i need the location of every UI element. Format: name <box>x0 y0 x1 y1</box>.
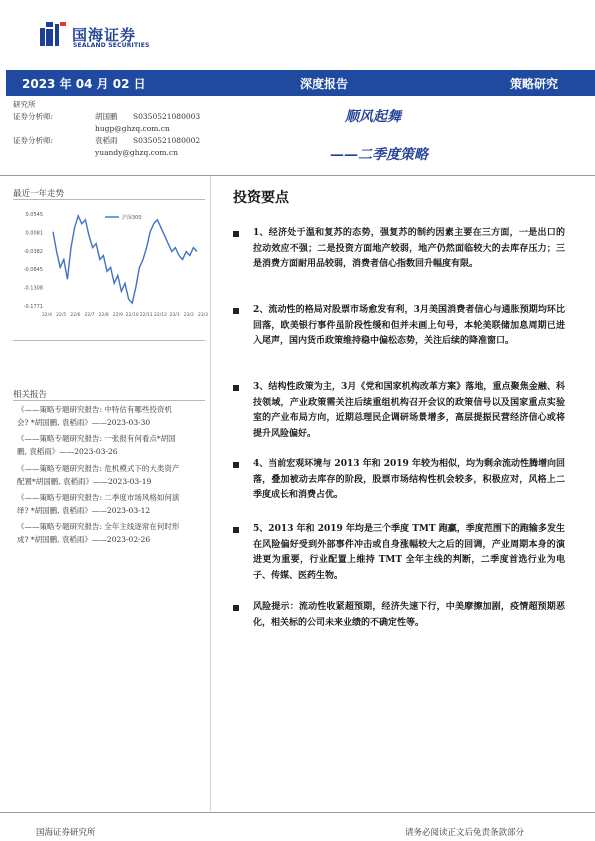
footer-divider <box>0 812 595 813</box>
y-tick-label: -0.1308 <box>23 285 43 292</box>
key-points-title: 投资要点 <box>233 190 289 206</box>
legend-label: 沪深300 <box>122 215 142 221</box>
related-report-line[interactable]: 绎? *胡国鹏, 袁稻雨》——2023-03-12 <box>17 506 151 515</box>
institute-label: 研究所 <box>13 100 36 109</box>
series-line <box>53 216 197 303</box>
key-point-paragraph: 2、流动性的格局对股票市场愈发有利，3月美国消费者信心与通胀预期均环比回落，欧美银行事件虽阶段性缓和但并未画上句号，本轮美联储加息周期已进入尾声，国内货币政策维持稳中偏松态势，关注后续的降准窗口。 <box>253 305 565 346</box>
key-point-paragraph: 5、2013 年和 2019 年均是三个季度 TMT 跑赢，季度范围下的跑输多发生在风险偏好受到外部事件冲击或自身涨幅较大之后的回调，产业周期本身的演进更为重要，行业配置上维持 TMT 全年主线的判断，二季度首选行业为电子、传媒、医药生物。 <box>253 524 565 581</box>
x-tick-label: 22/12 <box>153 313 167 318</box>
trend-line-chart <box>13 202 208 327</box>
analyst1-label: 证券分析师: <box>13 112 54 121</box>
x-tick-label: 23/1 <box>169 313 180 318</box>
x-tick-label: 22/9 <box>112 313 123 318</box>
analyst1-email[interactable]: hugp@ghzq.com.cn <box>95 124 170 133</box>
trend-bottom-rule <box>13 340 205 341</box>
y-tick-label: 0.0081 <box>25 230 43 237</box>
brand-name-en: SEALAND SECURITIES <box>73 42 150 49</box>
x-tick-label: 22/10 <box>125 313 139 318</box>
related-report-line[interactable]: 《——策略专题研究报告: 一张报有何看点*胡国 <box>17 434 176 443</box>
sealand-logo-icon <box>40 22 66 46</box>
analyst2-name: 袁稻雨 <box>95 136 118 145</box>
x-tick-label: 23/3 <box>197 313 208 318</box>
x-tick-label: 23/2 <box>183 313 194 318</box>
analyst1-id: S0350521080003 <box>133 112 201 121</box>
report-subtitle: ——二季度策略 <box>330 147 428 163</box>
header-bar-cap <box>0 70 6 96</box>
related-report-line[interactable]: 会? *胡国鹏, 袁稻雨》——2023-03-30 <box>17 418 151 427</box>
related-heading-rule <box>13 400 205 401</box>
analyst2-id: S0350521080002 <box>133 136 201 145</box>
y-tick-label: -0.1771 <box>23 304 43 310</box>
analyst1-name: 胡国鹏 <box>95 112 118 121</box>
bullet-icon <box>233 527 239 533</box>
analyst2-email[interactable]: yuandy@ghzq.com.cn <box>95 148 178 157</box>
report-date: 2023 年 04 月 02 日 <box>22 77 146 91</box>
bullet-icon <box>233 231 239 237</box>
key-point-paragraph: 4、当前宏观环境与 2013 年和 2019 年较为相似，均为剩余流动性腾增向回落，叠加被动去库存的阶段，股票市场结构性机会较多，积极应对，风格上二季度成长和消费占优。 <box>253 459 565 500</box>
related-report-line[interactable]: 《——策略专题研究报告: 二季度市场风格如何演 <box>17 493 180 502</box>
bullet-icon <box>233 462 239 468</box>
related-report-line[interactable]: 鹏, 袁稻雨》——2023-03-26 <box>17 447 118 456</box>
header-divider <box>0 175 595 176</box>
related-report-line[interactable]: 配置*胡国鹏, 袁稻雨》——2023-03-19 <box>17 477 152 486</box>
y-tick-label: -0.0845 <box>23 267 43 274</box>
footer-disclaimer[interactable]: 请务必阅读正文后免责条款部分 <box>405 828 525 838</box>
bullet-icon <box>233 605 239 611</box>
report-type: 深度报告 <box>300 77 349 91</box>
y-tick-label: -0.0382 <box>23 248 43 255</box>
key-point-paragraph: 1、经济处于温和复苏的态势，强复苏的制约因素主要在三方面，一是出口的拉动效应不强；二是投资方面地产较弱，地产仍然面临较大的去库存压力；三是消费方面耐用品较弱，消费者信心指数回升幅度有限。 <box>253 228 565 269</box>
related-report-line[interactable]: 《——策略专题研究报告: 中特估有哪些投资机 <box>17 405 172 414</box>
related-report-line[interactable]: 成? *胡国鹏, 袁稻雨》——2023-02-26 <box>17 535 151 544</box>
brand-name-cn: 国海证券 <box>72 26 137 44</box>
x-tick-label: 22/7 <box>84 313 95 318</box>
trend-heading: 最近一年走势 <box>13 189 65 199</box>
report-title: 顺风起舞 <box>345 109 401 125</box>
x-tick-label: 22/11 <box>139 313 153 318</box>
footer-institute: 国海证券研究所 <box>36 828 96 838</box>
key-point-paragraph: 风险提示：流动性收紧超预期，经济失速下行，中美摩擦加剧，疫情超预期恶化，相关标的公司未来业绩的不确定性等。 <box>253 602 565 628</box>
related-report-line[interactable]: 《——策略专题研究报告: 危机模式下的大类资产 <box>17 464 180 473</box>
x-tick-label: 22/5 <box>56 313 67 318</box>
x-tick-label: 22/4 <box>41 313 53 318</box>
x-tick-label: 22/8 <box>98 313 109 318</box>
y-tick-label: 0.0545 <box>25 212 43 218</box>
analyst2-label: 证券分析师: <box>13 136 54 145</box>
bullet-icon <box>233 385 239 391</box>
bullet-icon <box>233 308 239 314</box>
key-point-paragraph: 3、结构性政策为主，3月《党和国家机构改革方案》落地，重点聚焦金融、科技领域，产业政策需关注后续重组机构召开会议的政策信号以及国家重点实验室的产业布局方向，近期总理民企调研场景增多，高层提振民营经济信心或将提升风险偏好。 <box>253 382 565 439</box>
related-report-line[interactable]: 《——策略专题研究报告: 全年主线逐常在何时形 <box>17 522 180 531</box>
trend-heading-rule <box>13 199 205 200</box>
report-category: 策略研究 <box>510 77 559 91</box>
x-tick-label: 22/6 <box>70 313 81 318</box>
related-heading: 相关报告 <box>13 390 48 400</box>
column-divider <box>210 176 211 811</box>
